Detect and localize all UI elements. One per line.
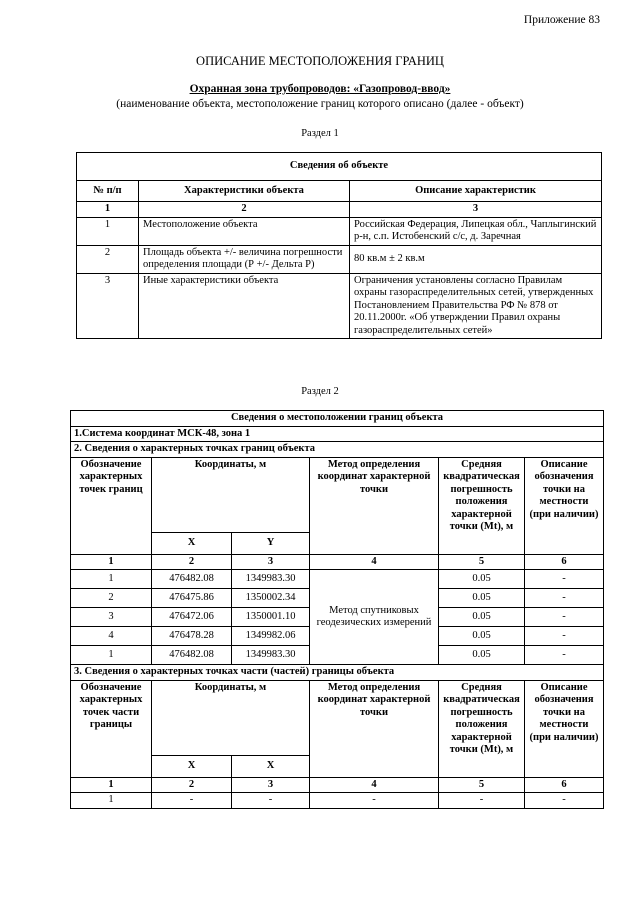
point-description: - xyxy=(525,646,604,665)
column-number: 1 xyxy=(71,554,152,570)
point-description: - xyxy=(525,608,604,627)
section-2-label: Раздел 2 xyxy=(301,386,339,397)
header-x-second: X xyxy=(232,755,310,777)
point-id: 4 xyxy=(71,627,152,646)
table-title: Сведения об объекте xyxy=(77,153,602,181)
point-x: 476482.08 xyxy=(152,570,232,589)
table-title: Сведения о местоположении границ объекта xyxy=(71,411,604,427)
header-y: Y xyxy=(232,532,310,554)
column-number: 1 xyxy=(71,777,152,793)
point-y: 1350001.10 xyxy=(232,608,310,627)
point-error: 0.05 xyxy=(439,570,525,589)
header-error: Средняя квадратическая погрешность положения характерной точки (Mt), м xyxy=(439,457,525,554)
column-number: 5 xyxy=(439,777,525,793)
header-description: Описание обозначения точки на местности (при наличии) xyxy=(525,457,604,554)
column-header: № п/п xyxy=(77,181,139,202)
table-row xyxy=(77,217,602,245)
point-error: 0.05 xyxy=(439,627,525,646)
header-designation: Обозначение характерных точек части границы xyxy=(71,680,152,777)
point-description: - xyxy=(525,793,604,809)
point-x: 476478.28 xyxy=(152,627,232,646)
column-number: 2 xyxy=(152,554,232,570)
characteristic-value: Ограничения установлены согласно Правилам охраны газораспределительных сетей, утвержденных Постановлением Правительства РФ № 878 от 20.11.2000г. «Об утверждении Правил охраны газораспределительных сетей» xyxy=(350,273,602,339)
column-number: 3 xyxy=(232,777,310,793)
header-designation: Обозначение характерных точек границ xyxy=(71,457,152,554)
point-x: 476482.08 xyxy=(152,646,232,665)
point-x: - xyxy=(152,793,232,809)
point-id: 1 xyxy=(71,570,152,589)
characteristic-value: 80 кв.м ± 2 кв.м xyxy=(350,245,602,273)
point-y: 1350002.34 xyxy=(232,589,310,608)
part-3-title: 3. Сведения о характерных точках части (частей) границы объекта xyxy=(71,665,604,681)
header-coordinates: Координаты, м xyxy=(152,680,310,755)
document-title: ОПИСАНИЕ МЕСТОПОЛОЖЕНИЯ ГРАНИЦ xyxy=(196,54,444,68)
boundary-location-table xyxy=(70,410,604,809)
column-number: 4 xyxy=(310,777,439,793)
column-number: 6 xyxy=(525,554,604,570)
point-y: 1349982.06 xyxy=(232,627,310,646)
point-description: - xyxy=(525,570,604,589)
section-1-label: Раздел 1 xyxy=(301,128,339,139)
coordinate-system: 1.Система координат МСК-48, зона 1 xyxy=(71,426,604,442)
header-error: Средняя квадратическая погрешность положения характерной точки (Mt), м xyxy=(439,680,525,777)
header-description: Описание обозначения точки на местности (при наличии) xyxy=(525,680,604,777)
point-description: - xyxy=(525,589,604,608)
point-id: 1 xyxy=(71,646,152,665)
column-number: 2 xyxy=(152,777,232,793)
table-row xyxy=(77,273,602,339)
row-number: 1 xyxy=(77,217,139,245)
characteristic-name: Иные характеристики объекта xyxy=(139,273,350,339)
point-y: 1349983.30 xyxy=(232,646,310,665)
column-number: 2 xyxy=(139,202,350,218)
header-x: X xyxy=(152,755,232,777)
point-id: 1 xyxy=(71,793,152,809)
point-x-second: - xyxy=(232,793,310,809)
table-row xyxy=(77,245,602,273)
header-x: X xyxy=(152,532,232,554)
column-header: Характеристики объекта xyxy=(139,181,350,202)
point-method: Метод спутниковых геодезических измерений xyxy=(310,570,439,665)
part-2-title: 2. Сведения о характерных точках границ объекта xyxy=(71,442,604,458)
header-coordinates: Координаты, м xyxy=(152,457,310,532)
point-error: 0.05 xyxy=(439,589,525,608)
characteristic-name: Площадь объекта +/- величина погрешности определения площади (Р +/- Дельта Р) xyxy=(139,245,350,273)
column-number: 4 xyxy=(310,554,439,570)
column-number: 3 xyxy=(232,554,310,570)
header-method: Метод определения координат характерной точки xyxy=(310,457,439,554)
point-id: 3 xyxy=(71,608,152,627)
point-x: 476472.06 xyxy=(152,608,232,627)
table-row xyxy=(71,793,604,809)
column-number: 5 xyxy=(439,554,525,570)
header-method: Метод определения координат характерной точки xyxy=(310,680,439,777)
point-id: 2 xyxy=(71,589,152,608)
row-number: 3 xyxy=(77,273,139,339)
point-x: 476475.86 xyxy=(152,589,232,608)
column-number: 3 xyxy=(350,202,602,218)
point-error: - xyxy=(439,793,525,809)
column-number: 6 xyxy=(525,777,604,793)
characteristic-name: Местоположение объекта xyxy=(139,217,350,245)
zone-name: Охранная зона трубопроводов: «Газопровод-ввод» xyxy=(189,83,451,95)
appendix-label: Приложение 83 xyxy=(523,14,600,26)
zone-caption: (наименование объекта, местоположение границ которого описано (далее - объект) xyxy=(116,98,524,110)
characteristic-value: Российская Федерация, Липецкая обл., Чаплыгинский р-н, с.п. Истобенский с/с, д. Заречная xyxy=(350,217,602,245)
column-number: 1 xyxy=(77,202,139,218)
point-description: - xyxy=(525,627,604,646)
object-info-table xyxy=(76,152,602,339)
point-method: - xyxy=(310,793,439,809)
row-number: 2 xyxy=(77,245,139,273)
point-y: 1349983.30 xyxy=(232,570,310,589)
point-error: 0.05 xyxy=(439,608,525,627)
column-header: Описание характеристик xyxy=(350,181,602,202)
point-error: 0.05 xyxy=(439,646,525,665)
table-row xyxy=(71,570,604,589)
